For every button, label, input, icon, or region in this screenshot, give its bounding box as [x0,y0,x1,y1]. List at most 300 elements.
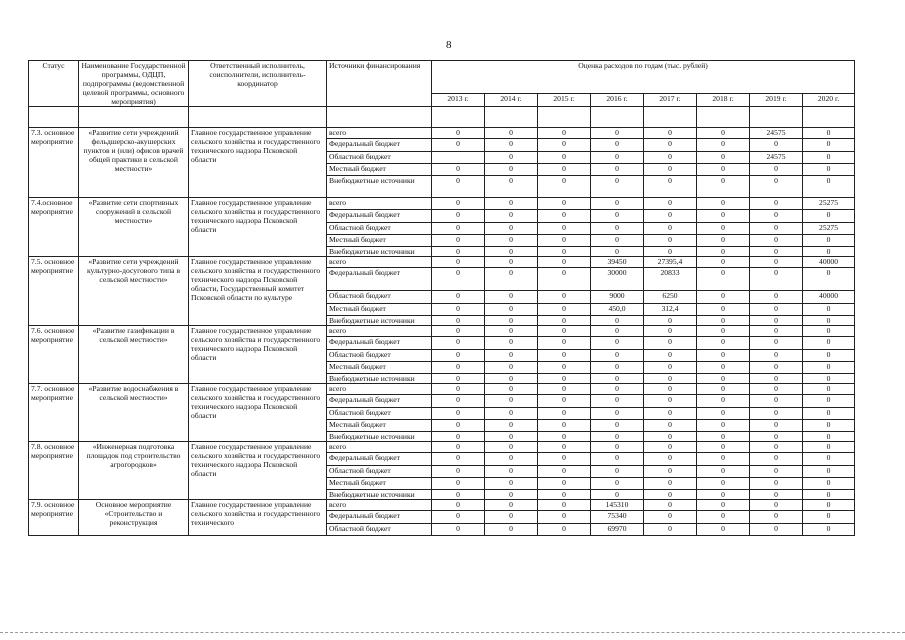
table-row [29,326,855,337]
row-status: 7.3. основное мероприятие [29,128,79,198]
funding-source: Федеральный бюджет [327,395,432,408]
funding-source: Местный бюджет [327,235,432,247]
row-status: 7.8. основное мероприятие [29,442,79,500]
amount-cell: 0 [485,453,538,466]
amount-cell: 0 [432,198,485,210]
amount-cell: 0 [644,210,697,223]
amount-cell: 40000 [803,257,855,268]
amount-cell: 30000 [591,268,644,291]
amount-cell: 0 [697,257,750,268]
amount-cell: 0 [750,176,803,198]
amount-cell: 0 [697,304,750,316]
amount-cell: 0 [644,432,697,442]
amount-cell: 0 [538,442,591,453]
amount-cell: 0 [538,511,591,524]
amount-cell: 0 [432,500,485,511]
amount-cell: 0 [591,478,644,490]
amount-cell: 0 [591,395,644,408]
amount-cell: 0 [750,500,803,511]
year-header: 2013 г. [432,94,485,107]
amount-cell: 0 [803,326,855,337]
amount-cell: 0 [803,235,855,247]
amount-cell: 0 [538,210,591,223]
amount-cell: 24575 [750,128,803,139]
amount-cell: 0 [538,152,591,164]
amount-cell: 0 [432,466,485,478]
amount-cell: 0 [750,257,803,268]
table-row [29,442,855,453]
amount-cell: 27395,4 [644,257,697,268]
amount-cell: 0 [803,164,855,176]
amount-cell: 0 [697,291,750,304]
funding-source: Федеральный бюджет [327,511,432,524]
amount-cell: 0 [750,291,803,304]
amount-cell: 0 [644,128,697,139]
amount-cell: 0 [644,235,697,247]
year-header: 2018 г. [697,94,750,107]
page-number: 8 [446,39,452,51]
amount-cell: 0 [750,210,803,223]
amount-cell: 0 [591,337,644,350]
funding-source: Областной бюджет [327,223,432,235]
amount-cell: 0 [803,432,855,442]
row-responsible: Главное государственное управление сельского хозяйства и государственного технического надзора Псковской области [189,384,327,442]
amount-cell: 0 [432,316,485,326]
amount-cell: 0 [644,223,697,235]
amount-cell: 0 [697,478,750,490]
amount-cell: 0 [750,395,803,408]
amount-cell: 0 [432,326,485,337]
amount-cell: 0 [803,362,855,374]
amount-cell: 0 [485,152,538,164]
row-responsible: Главное государственное управление сельского хозяйства и государственного технического надзора Псковской области [189,198,327,257]
expenditure-table [28,60,855,536]
amount-cell: 0 [485,257,538,268]
amount-cell: 0 [591,490,644,500]
amount-cell: 0 [644,176,697,198]
amount-cell: 0 [432,350,485,362]
amount-cell: 0 [432,384,485,395]
amount-cell: 0 [644,500,697,511]
amount-cell: 0 [697,420,750,432]
amount-cell: 0 [432,408,485,420]
amount-cell: 0 [803,453,855,466]
row-name: «Развитие газификации в сельской местности» [79,326,189,384]
funding-source: Областной бюджет [327,350,432,362]
funding-source: Областной бюджет [327,408,432,420]
amount-cell: 0 [697,326,750,337]
amount-cell: 0 [750,408,803,420]
table-row [29,128,855,139]
amount-cell: 0 [485,316,538,326]
amount-cell: 0 [697,524,750,536]
amount-cell: 0 [750,268,803,291]
amount-cell: 0 [432,337,485,350]
funding-source: Областной бюджет [327,152,432,164]
amount-cell: 0 [750,139,803,152]
table-row [29,384,855,395]
amount-cell: 0 [697,395,750,408]
amount-cell: 0 [750,442,803,453]
amount-cell: 0 [485,176,538,198]
amount-cell: 0 [644,362,697,374]
amount-cell: 0 [432,304,485,316]
row-name: «Развитие сети спортивных сооружений в сельской местности» [79,198,189,257]
amount-cell: 0 [538,164,591,176]
amount-cell: 0 [538,362,591,374]
amount-cell: 0 [485,268,538,291]
amount-cell: 0 [432,291,485,304]
amount-cell: 0 [432,362,485,374]
header-status: Статус [29,61,79,107]
year-header: 2015 г. [538,94,591,107]
amount-cell: 0 [591,164,644,176]
row-status: 7.9. основное мероприятие [29,500,79,536]
amount-cell: 0 [697,235,750,247]
amount-cell: 0 [538,139,591,152]
year-header: 2014 г. [485,94,538,107]
amount-cell: 20833 [644,268,697,291]
amount-cell: 0 [750,453,803,466]
amount-cell: 0 [803,247,855,257]
amount-cell: 0 [591,139,644,152]
amount-cell: 0 [750,326,803,337]
funding-source: Внебюджетные источники [327,316,432,326]
amount-cell: 0 [591,210,644,223]
amount-cell: 0 [432,176,485,198]
funding-source: Федеральный бюджет [327,268,432,291]
funding-source: всего [327,128,432,139]
table-body [29,128,855,536]
amount-cell: 0 [644,466,697,478]
amount-cell: 0 [485,500,538,511]
year-header: 2020 г. [803,94,855,107]
amount-cell: 0 [432,257,485,268]
row-status: 7.7. основное мероприятие [29,384,79,442]
amount-cell: 0 [538,198,591,210]
amount-cell: 0 [697,432,750,442]
funding-source: Областной бюджет [327,291,432,304]
amount-cell: 0 [750,350,803,362]
amount-cell: 0 [750,247,803,257]
funding-source: Федеральный бюджет [327,337,432,350]
amount-cell: 0 [750,490,803,500]
amount-cell: 0 [432,453,485,466]
amount-cell: 25275 [803,223,855,235]
amount-cell: 0 [538,291,591,304]
amount-cell: 0 [538,466,591,478]
amount-cell: 0 [644,247,697,257]
amount-cell: 0 [538,395,591,408]
row-responsible: Главное государственное управление сельского хозяйства и государственного технического надзора Псковской области, Государственный комитет Псковской области по культуре [189,257,327,326]
amount-cell: 0 [803,304,855,316]
row-responsible: Главное государственное управление сельского хозяйства и государственного технического надзора Псковской области [189,442,327,500]
amount-cell: 0 [697,247,750,257]
amount-cell: 0 [591,176,644,198]
amount-cell: 0 [644,511,697,524]
amount-cell: 0 [485,235,538,247]
funding-source: Внебюджетные источники [327,374,432,384]
amount-cell: 0 [750,432,803,442]
amount-cell: 0 [644,524,697,536]
funding-source: Федеральный бюджет [327,210,432,223]
funding-source: всего [327,442,432,453]
amount-cell: 0 [750,384,803,395]
amount-cell: 0 [750,164,803,176]
amount-cell: 0 [538,337,591,350]
amount-cell: 0 [697,164,750,176]
amount-cell: 0 [803,442,855,453]
amount-cell: 0 [697,223,750,235]
funding-source: Федеральный бюджет [327,139,432,152]
amount-cell: 0 [803,511,855,524]
amount-cell: 0 [644,478,697,490]
row-status: 7.5. основное мероприятие [29,257,79,326]
amount-cell: 0 [803,490,855,500]
amount-cell: 0 [432,268,485,291]
amount-cell: 0 [485,164,538,176]
amount-cell: 0 [591,350,644,362]
amount-cell: 0 [803,210,855,223]
amount-cell: 0 [750,362,803,374]
amount-cell: 0 [485,478,538,490]
funding-source: всего [327,257,432,268]
amount-cell: 0 [644,350,697,362]
funding-source: Местный бюджет [327,304,432,316]
amount-cell: 0 [485,466,538,478]
amount-cell: 0 [538,420,591,432]
row-name: «Инженерная подготовка площадок под строительство агрогородков» [79,442,189,500]
amount-cell: 0 [803,478,855,490]
funding-source: Местный бюджет [327,478,432,490]
amount-cell: 0 [538,223,591,235]
amount-cell: 145310 [591,500,644,511]
amount-cell: 0 [432,374,485,384]
amount-cell: 0 [485,524,538,536]
amount-cell: 0 [644,152,697,164]
amount-cell: 0 [538,128,591,139]
amount-cell: 0 [538,350,591,362]
header-estimate: Оценка расходов по годам (тыс. рублей) [432,61,855,94]
amount-cell: 0 [803,420,855,432]
amount-cell: 0 [485,432,538,442]
amount-cell: 0 [432,247,485,257]
amount-cell: 0 [697,176,750,198]
amount-cell: 0 [697,337,750,350]
amount-cell: 0 [697,408,750,420]
amount-cell: 0 [538,235,591,247]
header-name: Наименование Государственной программы, ОДЦП, подпрограммы (ведомственной целевой программы, основного мероприятия) [79,61,189,107]
amount-cell: 0 [485,442,538,453]
amount-cell: 0 [697,210,750,223]
amount-cell: 0 [591,326,644,337]
amount-cell: 0 [697,350,750,362]
row-name: «Развитие водоснабжения в сельской местности» [79,384,189,442]
amount-cell: 0 [591,466,644,478]
amount-cell: 0 [432,524,485,536]
row-name: Основное мероприятие «Строительство и реконструкция [79,500,189,536]
amount-cell: 0 [803,384,855,395]
amount-cell: 0 [803,337,855,350]
amount-cell: 0 [485,511,538,524]
amount-cell: 0 [485,247,538,257]
amount-cell: 0 [485,223,538,235]
amount-cell: 0 [538,500,591,511]
header-responsible: Ответственный исполнитель, соисполнители, исполнитель-координатор [189,61,327,107]
funding-source: всего [327,326,432,337]
amount-cell: 0 [803,524,855,536]
row-status: 7.6. основное мероприятие [29,326,79,384]
amount-cell: 0 [538,257,591,268]
amount-cell: 0 [591,128,644,139]
scan-edge [0,632,905,635]
funding-source: Внебюджетные источники [327,176,432,198]
amount-cell: 0 [750,524,803,536]
amount-cell: 0 [591,362,644,374]
amount-cell: 0 [432,164,485,176]
amount-cell: 0 [750,316,803,326]
amount-cell: 0 [644,198,697,210]
amount-cell: 0 [644,337,697,350]
amount-cell: 0 [538,374,591,384]
amount-cell: 0 [644,395,697,408]
amount-cell: 0 [644,384,697,395]
amount-cell: 0 [697,362,750,374]
amount-cell: 0 [803,500,855,511]
amount-cell: 0 [750,235,803,247]
header-sources: Источники финансирования [327,61,432,107]
amount-cell: 0 [485,337,538,350]
amount-cell: 0 [485,362,538,374]
amount-cell: 0 [591,420,644,432]
amount-cell: 0 [591,453,644,466]
amount-cell: 0 [538,268,591,291]
funding-source: Местный бюджет [327,420,432,432]
amount-cell: 0 [538,432,591,442]
amount-cell: 450,0 [591,304,644,316]
amount-cell: 0 [538,524,591,536]
amount-cell: 0 [697,442,750,453]
amount-cell: 0 [803,176,855,198]
amount-cell: 0 [432,395,485,408]
amount-cell: 0 [485,420,538,432]
amount-cell: 0 [432,432,485,442]
amount-cell: 0 [538,478,591,490]
amount-cell: 0 [538,304,591,316]
amount-cell: 0 [803,152,855,164]
amount-cell: 25275 [803,198,855,210]
amount-cell: 0 [697,128,750,139]
amount-cell: 0 [750,420,803,432]
table-row [29,257,855,268]
amount-cell: 0 [485,210,538,223]
amount-cell [432,152,485,164]
row-name: «Развитие сети учреждений фельдшерско-акушерских пунктов и (или) офисов врачей общей практики в сельской местности» [79,128,189,198]
amount-cell: 40000 [803,291,855,304]
amount-cell: 0 [750,223,803,235]
funding-source: Внебюджетные источники [327,432,432,442]
amount-cell: 0 [697,384,750,395]
amount-cell: 0 [803,374,855,384]
amount-cell: 0 [697,139,750,152]
amount-cell: 0 [485,304,538,316]
amount-cell: 0 [750,337,803,350]
row-responsible: Главное государственное управление сельского хозяйства и государственного технического надзора Псковской области [189,128,327,198]
amount-cell: 0 [432,420,485,432]
row-status: 7.4.основное мероприятие [29,198,79,257]
amount-cell: 0 [803,268,855,291]
amount-cell: 0 [750,466,803,478]
amount-cell: 0 [538,384,591,395]
amount-cell: 0 [591,198,644,210]
amount-cell: 0 [591,442,644,453]
amount-cell: 0 [644,420,697,432]
amount-cell: 0 [591,316,644,326]
amount-cell: 0 [591,374,644,384]
amount-cell: 0 [485,490,538,500]
funding-source: всего [327,384,432,395]
amount-cell: 0 [644,139,697,152]
amount-cell: 0 [485,139,538,152]
amount-cell: 0 [485,350,538,362]
amount-cell: 0 [432,490,485,500]
amount-cell: 0 [697,268,750,291]
amount-cell: 0 [485,408,538,420]
amount-cell: 0 [432,442,485,453]
funding-source: Областной бюджет [327,524,432,536]
amount-cell: 0 [697,511,750,524]
amount-cell: 0 [644,453,697,466]
amount-cell: 0 [591,235,644,247]
amount-cell: 0 [644,374,697,384]
amount-cell: 0 [644,164,697,176]
amount-cell: 0 [432,235,485,247]
amount-cell: 0 [644,490,697,500]
amount-cell: 0 [750,304,803,316]
amount-cell: 0 [485,384,538,395]
amount-cell: 0 [644,316,697,326]
funding-source: всего [327,198,432,210]
amount-cell: 0 [485,395,538,408]
amount-cell: 0 [697,152,750,164]
amount-cell: 0 [485,326,538,337]
amount-cell: 0 [803,350,855,362]
amount-cell: 0 [697,466,750,478]
amount-cell: 0 [803,466,855,478]
amount-cell: 9000 [591,291,644,304]
amount-cell: 0 [485,128,538,139]
amount-cell: 39450 [591,257,644,268]
funding-source: Федеральный бюджет [327,453,432,466]
amount-cell: 0 [538,316,591,326]
amount-cell: 75340 [591,511,644,524]
amount-cell: 0 [591,247,644,257]
amount-cell: 0 [485,291,538,304]
amount-cell: 0 [697,374,750,384]
year-header: 2017 г. [644,94,697,107]
amount-cell: 6250 [644,291,697,304]
amount-cell: 0 [644,442,697,453]
amount-cell: 0 [803,408,855,420]
table-row [29,198,855,210]
funding-source: всего [327,500,432,511]
year-header: 2019 г. [750,94,803,107]
funding-source: Внебюджетные источники [327,490,432,500]
amount-cell: 0 [697,490,750,500]
amount-cell: 0 [538,326,591,337]
amount-cell: 0 [432,511,485,524]
amount-cell: 0 [591,408,644,420]
